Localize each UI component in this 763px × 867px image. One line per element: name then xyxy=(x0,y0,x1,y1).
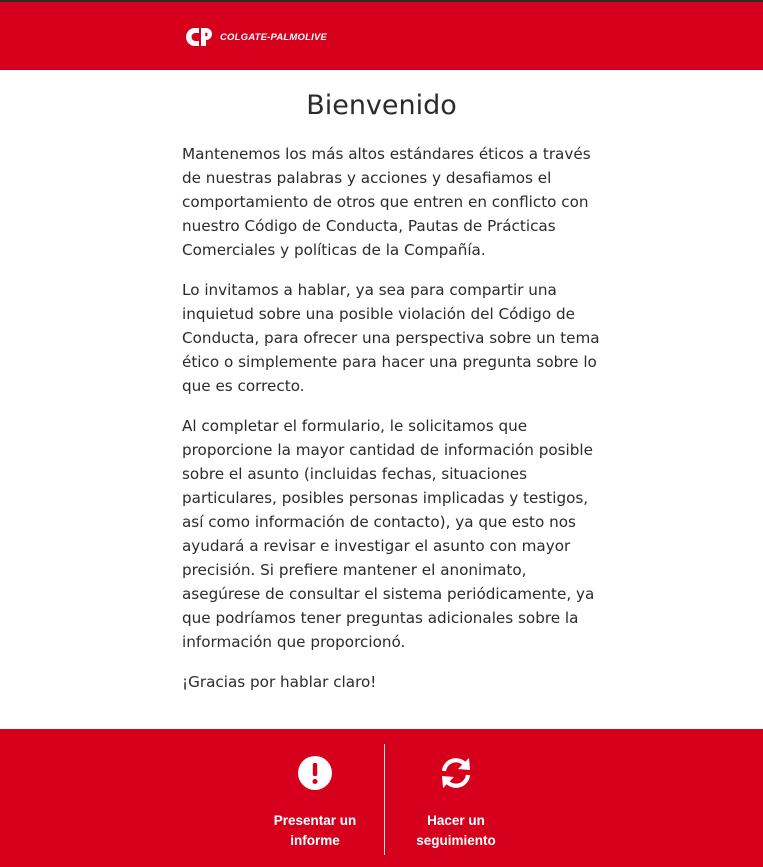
brand-logo[interactable] xyxy=(186,26,327,48)
paragraph-thanks: ¡Gracias por hablar claro! xyxy=(182,673,377,691)
header-bar xyxy=(0,2,763,70)
paragraph-form-instructions: Al completar el formulario, le solicitamos que proporcione la mayor cantidad de información posible sobre el asunto (incluidas fechas, situaciones particulares, posibles personas implicadas y testigos, así como información de contacto), ya que esto nos ayudará a revisar e investigar el asunto con mayor precisión. Si prefiere mantener el anonimato, asegúrese de consultar el sistema periódicamente, ya que podríamos tener preguntas adicionales sobre la información que proporcionó. xyxy=(182,417,595,651)
follow-up-button[interactable] xyxy=(386,755,526,851)
follow-up-label-line2: seguimiento xyxy=(416,833,496,848)
brand-name: COLGATE-PALMOLIVE xyxy=(220,31,328,43)
exclamation-circle-icon xyxy=(297,755,333,791)
paragraph-ethics: Mantenemos los más altos estándares éticos a través de nuestras palabras y acciones y desafiamos el comportamiento de otros que entren en conflicto con nuestro Código de Conducta, Pautas de Prácticas Comerciales y políticas de la Compañía. xyxy=(182,145,591,259)
refresh-icon xyxy=(438,755,474,791)
paragraph-invitation: Lo invitamos a hablar, ya sea para compartir una inquietud sobre una posible violación del Código de Conducta, para ofrecer una perspectiva sobre un tema ético o simplemente para hacer una pregunta sobre lo que es correcto. xyxy=(182,281,600,395)
cp-logo-icon xyxy=(186,26,214,48)
follow-up-label-line1: Hacer un xyxy=(427,813,485,828)
submit-report-label-line1: Presentar un xyxy=(273,813,357,828)
footer-divider xyxy=(384,744,385,855)
welcome-content xyxy=(182,142,602,710)
footer-actions xyxy=(0,729,763,867)
page-title: Bienvenido xyxy=(306,90,457,121)
submit-report-label-line2: informe xyxy=(290,833,340,848)
submit-report-button[interactable] xyxy=(245,755,385,851)
